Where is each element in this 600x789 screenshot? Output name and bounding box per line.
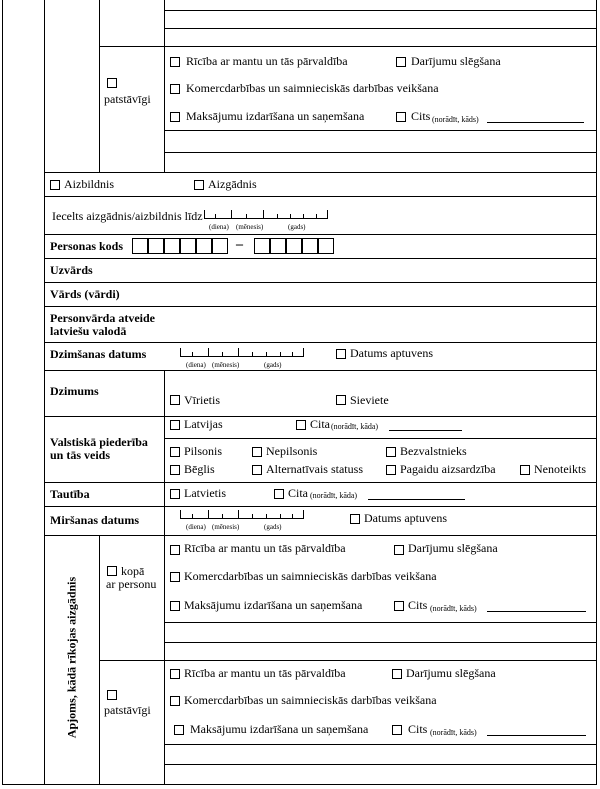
code-dash: – xyxy=(236,237,243,252)
latvia-label: Latvijas xyxy=(184,417,223,431)
date-tick xyxy=(208,348,209,357)
name-latvian-label-2: latviešu valodā xyxy=(50,324,127,338)
other-fill-line[interactable] xyxy=(487,121,584,123)
gender-label: Dzimums xyxy=(50,384,99,398)
code-digit-box[interactable] xyxy=(212,238,228,254)
noncitizen-label: Nepilsonis xyxy=(266,444,318,458)
death-date-label: Miršanas datums xyxy=(50,513,140,527)
indep-commercial-label: Komercdarbības un saimnieciskās darbības veikšana xyxy=(184,693,437,707)
row-line xyxy=(44,506,596,507)
payments-label: Maksājumu izdarīšana un saņemšana xyxy=(186,109,365,123)
date-tick xyxy=(192,352,193,357)
outer-bottom-border xyxy=(2,784,597,785)
month-label: (mēnesis) xyxy=(212,523,240,531)
birth-approx-checkbox[interactable] xyxy=(336,349,346,359)
outer-left-border xyxy=(2,0,3,785)
scope-independent-label: patstāvīgi xyxy=(104,703,151,717)
date-tick xyxy=(238,348,239,357)
personal-code-label: Personas kods xyxy=(50,239,124,253)
date-tick xyxy=(238,510,239,519)
top-section-bottom xyxy=(44,172,596,173)
code-digit-box[interactable] xyxy=(318,238,334,254)
month-label: (mēnesis) xyxy=(212,361,240,369)
day-label: (diena) xyxy=(209,223,229,231)
row-line xyxy=(44,342,596,343)
other-label: Cits xyxy=(411,109,431,123)
row-line xyxy=(44,196,596,197)
year-label: (gads) xyxy=(264,361,282,369)
refugee-checkbox[interactable] xyxy=(170,465,180,475)
death-date-scale[interactable] xyxy=(180,510,304,519)
noncitizen-checkbox[interactable] xyxy=(252,447,262,457)
independent-checkbox[interactable] xyxy=(107,78,117,88)
indep-other-label: Cits xyxy=(408,722,428,736)
birth-date-label: Dzimšanas datums xyxy=(50,347,147,361)
row-line xyxy=(44,370,596,371)
top-line xyxy=(164,28,596,29)
date-tick xyxy=(292,514,293,519)
row-line xyxy=(164,642,596,643)
row-line xyxy=(164,622,596,623)
date-tick xyxy=(290,214,291,219)
top-col-divider-1 xyxy=(99,0,100,172)
trustee-label: Aizgādnis xyxy=(208,177,257,191)
nationality-other-checkbox[interactable] xyxy=(274,489,284,499)
property-checkbox[interactable] xyxy=(170,57,180,67)
top-line xyxy=(164,10,596,11)
citizen-checkbox[interactable] xyxy=(170,447,180,457)
guardian-label: Aizbildnis xyxy=(64,177,114,191)
other-checkbox[interactable] xyxy=(396,112,406,122)
birth-date-scale[interactable] xyxy=(180,348,304,357)
citizenship-other-hint: (norādīt, kāda) xyxy=(331,422,379,431)
code-digit-box[interactable] xyxy=(148,238,164,254)
nationality-other-fill[interactable] xyxy=(368,498,465,500)
transactions-label: Darījumu slēgšana xyxy=(411,54,501,68)
row-line xyxy=(99,660,596,661)
commercial-checkbox[interactable] xyxy=(170,84,180,94)
citizenship-label-1: Valstiskā piederība xyxy=(50,435,148,449)
citizen-label: Pilsonis xyxy=(184,444,223,458)
temp-protection-checkbox[interactable] xyxy=(386,465,396,475)
date-tick xyxy=(222,352,223,357)
together-label-1: kopā xyxy=(121,564,145,578)
citizenship-other-fill[interactable] xyxy=(389,429,462,431)
date-tick xyxy=(292,352,293,357)
row-line xyxy=(44,258,596,259)
female-checkbox[interactable] xyxy=(336,395,346,405)
indep-property-checkbox[interactable] xyxy=(170,669,180,679)
undetermined-checkbox[interactable] xyxy=(520,465,530,475)
day-label: (diena) xyxy=(186,523,206,531)
date-tick xyxy=(277,214,278,219)
death-approx-checkbox[interactable] xyxy=(350,514,360,524)
together-transactions-label: Darījumu slēgšana xyxy=(408,541,498,555)
indep-other-fill[interactable] xyxy=(487,734,586,736)
undetermined-label: Nenoteikts xyxy=(534,462,586,476)
together-payments-checkbox[interactable] xyxy=(170,601,180,611)
scope-vertical-title: Apjoms, kādā rīkojas aizgādnis xyxy=(64,576,79,739)
female-label: Sieviete xyxy=(350,393,389,407)
code-digit-box[interactable] xyxy=(254,238,270,254)
code-digit-box[interactable] xyxy=(270,238,286,254)
row-line xyxy=(44,282,596,283)
row-line xyxy=(44,306,596,307)
code-digit-box[interactable] xyxy=(132,238,148,254)
latvian-checkbox[interactable] xyxy=(170,489,180,499)
date-tick xyxy=(303,214,304,219)
top-line xyxy=(99,46,596,47)
year-label: (gads) xyxy=(264,523,282,531)
scope-independent-checkbox[interactable] xyxy=(107,690,117,700)
refugee-label: Bēglis xyxy=(184,462,215,476)
indep-other-hint: (norādīt, kāds) xyxy=(430,728,477,737)
date-tick xyxy=(231,210,232,219)
other-hint: (norādīt, kāds) xyxy=(432,115,479,124)
code-digit-box[interactable] xyxy=(180,238,196,254)
row-line xyxy=(44,482,596,483)
indep-property-label: Rīcība ar mantu un tās pārvaldība xyxy=(184,666,346,680)
stateless-label: Bezvalstnieks xyxy=(400,444,467,458)
trustee-checkbox[interactable] xyxy=(194,180,204,190)
name-latvian-label-1: Personvārda atveide xyxy=(50,311,155,325)
male-checkbox[interactable] xyxy=(170,395,180,405)
surname-label: Uzvārds xyxy=(50,263,93,277)
nationality-label: Tautība xyxy=(50,487,90,501)
date-tick xyxy=(266,352,267,357)
date-tick xyxy=(280,352,281,357)
together-other-fill[interactable] xyxy=(487,610,586,612)
row-line xyxy=(164,438,596,439)
stateless-checkbox[interactable] xyxy=(386,447,396,457)
date-tick xyxy=(215,214,216,219)
property-label: Rīcība ar mantu un tās pārvaldība xyxy=(186,54,348,68)
latvia-checkbox[interactable] xyxy=(170,420,180,430)
appointed-date-scale[interactable] xyxy=(204,210,328,219)
top-line xyxy=(164,152,596,153)
together-payments-label: Maksājumu izdarīšana un saņemšana xyxy=(184,598,363,612)
indep-other-checkbox[interactable] xyxy=(392,725,402,735)
row-line xyxy=(164,744,596,745)
male-label: Vīrietis xyxy=(184,393,220,407)
date-tick xyxy=(252,352,253,357)
row-line xyxy=(164,764,596,765)
date-tick xyxy=(222,514,223,519)
alt-status-label: Alternatīvais statuss xyxy=(266,462,363,476)
year-label: (gads) xyxy=(288,223,306,231)
together-checkbox[interactable] xyxy=(107,566,117,576)
payments-checkbox[interactable] xyxy=(170,112,180,122)
date-tick xyxy=(252,514,253,519)
death-approx-label: Datums aptuvens xyxy=(364,511,447,525)
citizenship-other-label: Cita xyxy=(310,417,330,431)
date-tick xyxy=(316,214,317,219)
indep-transactions-checkbox[interactable] xyxy=(392,669,402,679)
indep-transactions-label: Darījumu slēgšana xyxy=(406,666,496,680)
indep-payments-checkbox[interactable] xyxy=(174,725,184,735)
code-digit-box[interactable] xyxy=(286,238,302,254)
outer-right-border xyxy=(596,0,597,785)
together-property-checkbox[interactable] xyxy=(170,545,180,555)
top-col-divider-2 xyxy=(164,0,165,172)
together-other-hint: (norādīt, kāds) xyxy=(430,604,477,613)
birth-approx-label: Datums aptuvens xyxy=(350,346,433,360)
day-label: (diena) xyxy=(186,361,206,369)
indep-commercial-checkbox[interactable] xyxy=(170,696,180,706)
date-tick xyxy=(246,214,247,219)
date-tick xyxy=(263,210,264,219)
label-col-divider xyxy=(164,370,165,535)
indep-payments-label: Maksājumu izdarīšana un saņemšana xyxy=(190,722,369,736)
code-digit-box[interactable] xyxy=(302,238,318,254)
name-label: Vārds (vārdi) xyxy=(50,287,120,301)
row-line xyxy=(44,234,596,235)
commercial-label: Komercdarbības un saimnieciskās darbības veikšana xyxy=(186,81,439,95)
together-other-checkbox[interactable] xyxy=(394,601,404,611)
code-digit-box[interactable] xyxy=(164,238,180,254)
date-tick xyxy=(280,514,281,519)
guardian-checkbox[interactable] xyxy=(50,180,60,190)
date-tick xyxy=(208,510,209,519)
latvian-label: Latvietis xyxy=(184,486,226,500)
appointed-until-label: Iecelts aizgādnis/aizbildnis līdz xyxy=(52,209,203,223)
together-label-2: ar personu xyxy=(106,577,157,591)
together-commercial-label: Komercdarbības un saimnieciskās darbības veikšana xyxy=(184,569,437,583)
together-property-label: Rīcība ar mantu un tās pārvaldība xyxy=(184,541,346,555)
top-line xyxy=(164,130,596,131)
citizenship-label-2: un tās veids xyxy=(50,448,111,462)
together-commercial-checkbox[interactable] xyxy=(170,572,180,582)
date-tick xyxy=(266,514,267,519)
date-tick xyxy=(192,514,193,519)
temp-protection-label: Pagaidu aizsardzība xyxy=(400,462,496,476)
citizenship-other-checkbox[interactable] xyxy=(296,420,306,430)
nationality-other-hint: (norādīt, kāda) xyxy=(310,491,358,500)
transactions-checkbox[interactable] xyxy=(396,57,406,67)
code-digit-box[interactable] xyxy=(196,238,212,254)
nationality-other-label: Cita xyxy=(288,486,308,500)
inner-left-border xyxy=(44,0,45,785)
row-line xyxy=(44,535,596,536)
month-label: (mēnesis) xyxy=(236,223,264,231)
alt-status-checkbox[interactable] xyxy=(252,465,262,475)
independent-label: patstāvīgi xyxy=(104,92,151,106)
together-other-label: Cits xyxy=(408,598,428,612)
together-transactions-checkbox[interactable] xyxy=(394,545,404,555)
